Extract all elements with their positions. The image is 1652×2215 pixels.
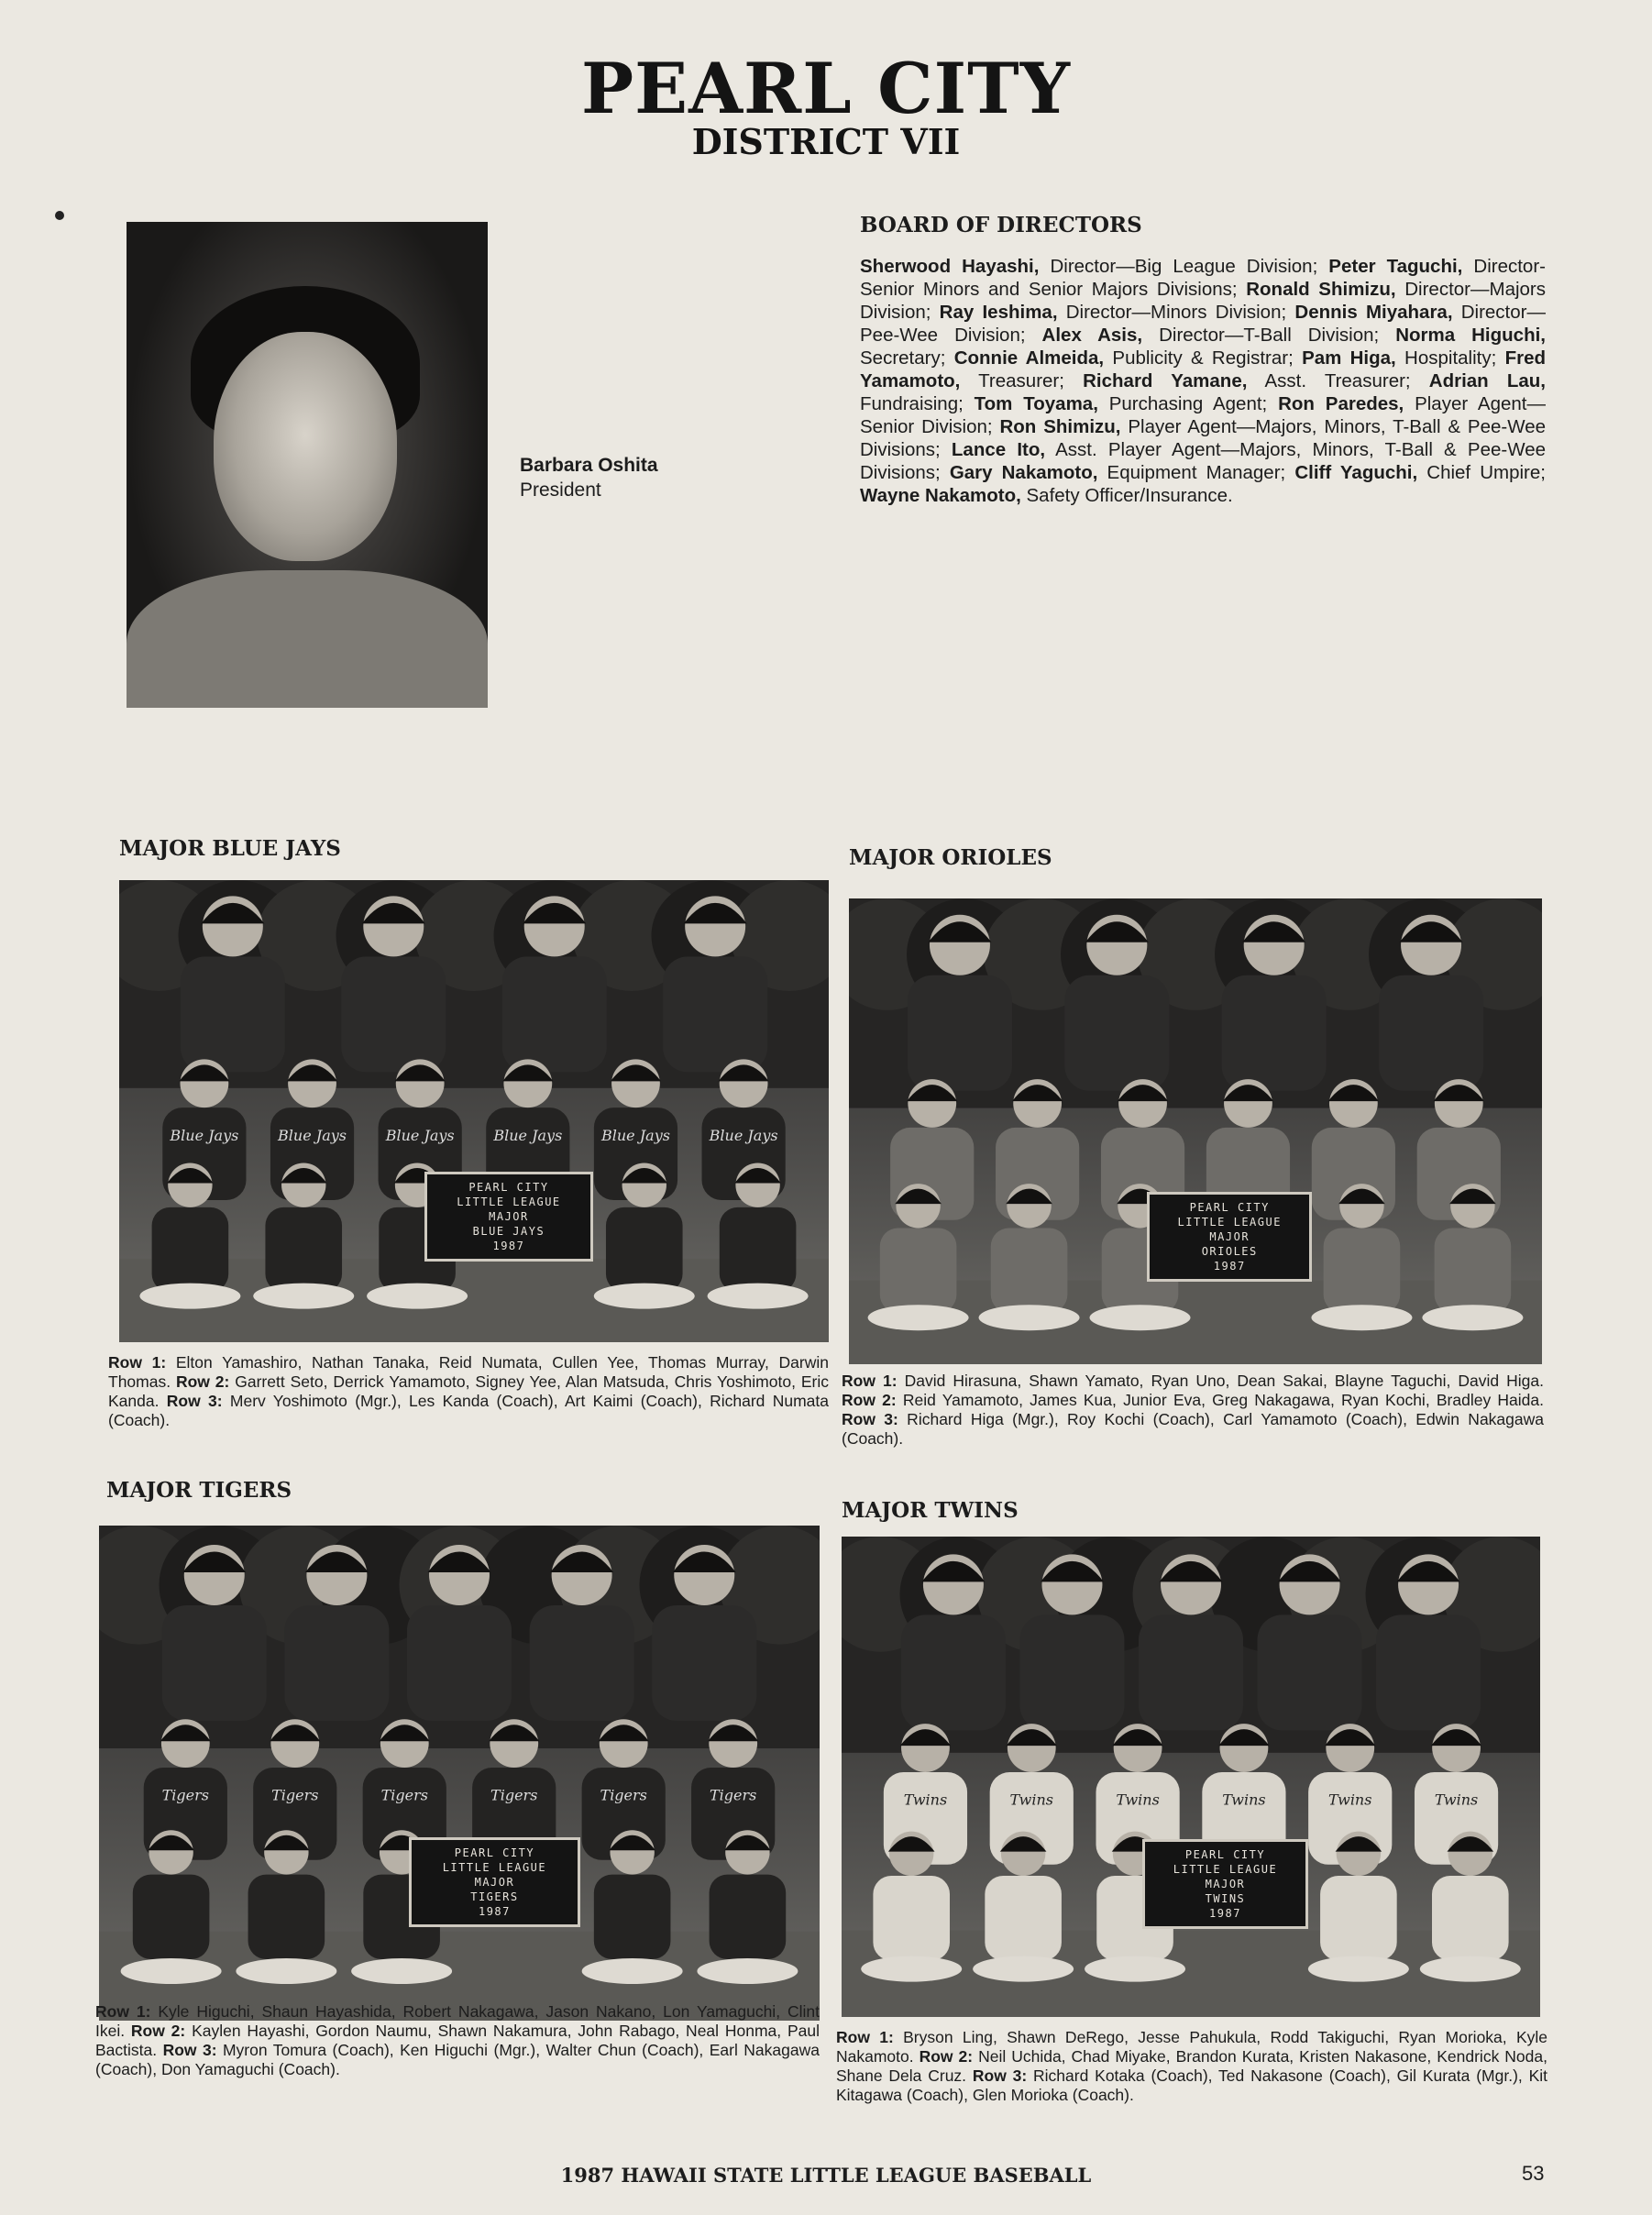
crossed-legs xyxy=(351,1958,452,1984)
crossed-legs xyxy=(697,1958,798,1984)
bold-name: Wayne Nakamoto, xyxy=(860,485,1021,506)
bold-name: Ronald Shimizu, xyxy=(1246,279,1396,300)
bold-name: Row 2: xyxy=(130,2022,186,2040)
coach-torso xyxy=(908,975,1012,1091)
crossed-legs xyxy=(594,1284,695,1309)
team-heading-blue-jays: MAJOR BLUE JAYS xyxy=(119,836,341,861)
bold-name: Gary Nakamoto, xyxy=(949,462,1098,483)
text-run: Elton Yamashiro, Nathan Tanaka, Reid Numata, Cullen Yee, Thomas Murray, Darwin Thomas. xyxy=(108,1353,829,1391)
president-caption xyxy=(520,453,658,502)
player-row1-torso xyxy=(880,1228,957,1312)
player-row1-torso xyxy=(594,1875,671,1959)
coach-torso xyxy=(901,1614,1006,1730)
text-run: Neil Uchida, Chad Miyake, Brandon Kurata, Kristen Nakasone, Kendrick Noda, Shane Dela Cruz. xyxy=(836,2047,1547,2085)
player-row1-torso xyxy=(1324,1228,1401,1312)
text-run: Kyle Higuchi, Shaun Hayashida, Robert Nakagawa, Jason Nakano, Lon Yamaguchi, Clint Ikei. xyxy=(95,2002,820,2040)
jersey-script: Blue Jays xyxy=(493,1126,563,1144)
jersey-script: Twins xyxy=(903,1791,948,1809)
board-heading: BOARD OF DIRECTORS xyxy=(860,213,1142,237)
bold-name: Lance Ito, xyxy=(951,439,1046,460)
jersey-script: Blue Jays xyxy=(170,1126,239,1144)
bold-name: Row 1: xyxy=(836,2028,894,2046)
text-run: Director—Majors Division; xyxy=(860,279,1547,323)
portrait-shoulders xyxy=(127,570,488,708)
player-row1-torso xyxy=(1432,1876,1509,1960)
sign-line: MAJOR xyxy=(1205,1878,1246,1891)
jersey-script: Twins xyxy=(1328,1791,1372,1809)
bold-name: Connie Almeida, xyxy=(953,347,1105,369)
text-run: Richard Higa (Mgr.), Roy Kochi (Coach), Carl Yamamoto (Coach), Edwin Nakagawa (Coach). xyxy=(842,1410,1544,1448)
text-run: Merv Yoshimoto (Mgr.), Les Kanda (Coach), Art Kaimi (Coach), Richard Numata (Coach). xyxy=(108,1392,830,1429)
bold-name: Alex Asis, xyxy=(1041,325,1143,346)
coach-torso xyxy=(341,956,446,1072)
president-name: Barbara Oshita xyxy=(520,455,658,476)
jersey-script: Tigers xyxy=(490,1786,538,1804)
crossed-legs xyxy=(979,1305,1080,1330)
text-run: Secretary; xyxy=(860,347,954,369)
bold-name: Richard Yamane, xyxy=(1083,370,1248,391)
jersey-script: Blue Jays xyxy=(278,1126,347,1144)
coach-torso xyxy=(181,956,285,1072)
bold-name: Row 2: xyxy=(842,1391,897,1409)
player-row1-torso xyxy=(152,1207,229,1292)
team-sign-board xyxy=(1147,1192,1312,1282)
sign-line: PEARL CITY xyxy=(1189,1201,1270,1215)
crossed-legs xyxy=(367,1284,468,1309)
text-run: Director—T-Ball Division; xyxy=(1142,325,1396,346)
player-row1-torso xyxy=(720,1207,797,1292)
board-members-text xyxy=(860,255,1546,507)
coach-torso xyxy=(1064,975,1169,1091)
text-run: Myron Tomura (Coach), Ken Higuchi (Mgr.), Walter Chun (Coach), Earl Nakagawa (Coach), Don Yamaguchi (Coach). xyxy=(95,2041,820,2078)
text-run: Bryson Ling, Shawn DeRego, Jesse Pahukula, Rodd Takiguchi, Ryan Morioka, Kyle Nakamoto. xyxy=(836,2028,1547,2066)
sign-line: PEARL CITY xyxy=(468,1180,549,1194)
sign-line: MAJOR xyxy=(474,1876,515,1890)
crossed-legs xyxy=(708,1284,809,1309)
sign-line: MAJOR xyxy=(1209,1230,1250,1244)
text-run: Player Agent—Senior Division; xyxy=(860,393,1546,437)
jersey-script: Twins xyxy=(1434,1791,1479,1809)
player-row1-torso xyxy=(1320,1876,1397,1960)
crossed-legs xyxy=(1085,1956,1185,1982)
text-run: Director—Big League Division; xyxy=(1039,256,1329,277)
crossed-legs xyxy=(868,1305,969,1330)
photo-scene xyxy=(842,1537,1540,2017)
bold-name: Row 3: xyxy=(166,1392,223,1410)
coach-torso xyxy=(502,956,607,1072)
coach-torso xyxy=(1376,1614,1481,1730)
text-run: Reid Yamamoto, James Kua, Junior Eva, Greg Nakagawa, Ryan Kochi, Bradley Haida. xyxy=(896,1391,1544,1409)
bold-name: Adrian Lau, xyxy=(1428,370,1547,391)
footer-publication: 1987 HAWAII STATE LITTLE LEAGUE BASEBALL xyxy=(560,2164,1092,2187)
text-run: Chief Umpire; xyxy=(1417,462,1546,483)
text-run: Director—Pee-Wee Division; xyxy=(860,302,1546,346)
text-run: Asst. Treasurer; xyxy=(1247,370,1429,391)
crossed-legs xyxy=(1422,1305,1523,1330)
text-run: David Hirasuna, Shawn Yamato, Ryan Uno, Dean Sakai, Blayne Taguchi, David Higa. xyxy=(897,1372,1544,1390)
jersey-script: Twins xyxy=(1009,1791,1053,1809)
coach-torso xyxy=(284,1605,389,1721)
crossed-legs xyxy=(1308,1956,1409,1982)
sign-line: LITTLE LEAGUE xyxy=(442,1861,547,1875)
team-photo-tigers xyxy=(99,1526,820,2021)
team-heading-orioles: MAJOR ORIOLES xyxy=(849,845,1052,870)
sign-line: 1987 xyxy=(1213,1260,1246,1273)
roster-blue-jays xyxy=(108,1353,829,1430)
sign-line: 1987 xyxy=(492,1239,525,1252)
player-row1-torso xyxy=(248,1875,325,1959)
coach-torso xyxy=(663,956,767,1072)
jersey-script: Twins xyxy=(1222,1791,1266,1809)
sign-line: TWINS xyxy=(1205,1892,1246,1906)
coach-torso xyxy=(1258,1614,1362,1730)
bold-name: Dennis Miyahara, xyxy=(1294,302,1453,323)
bold-name: Pam Higa, xyxy=(1302,347,1396,369)
player-row1-torso xyxy=(606,1207,683,1292)
bold-name: Row 1: xyxy=(95,2002,151,2021)
bold-name: Tom Toyama, xyxy=(974,393,1098,414)
text-run: Kaylen Hayashi, Gordon Naumu, Shawn Nakamura, John Rabago, Neal Honma, Paul Bactista. xyxy=(95,2022,820,2059)
jersey-script: Blue Jays xyxy=(601,1126,670,1144)
coach-torso xyxy=(530,1605,634,1721)
coach-torso xyxy=(162,1605,267,1721)
photo-scene xyxy=(99,1526,820,2021)
sign-line: ORIOLES xyxy=(1201,1245,1258,1259)
bold-name: Row 1: xyxy=(108,1353,167,1372)
bold-name: Fred Yamamoto, xyxy=(860,347,1546,391)
page-title: PEARL CITY xyxy=(581,48,1071,129)
player-row1-torso xyxy=(265,1207,342,1292)
page-subtitle: DISTRICT VII xyxy=(691,121,961,162)
sign-line: TIGERS xyxy=(470,1890,519,1904)
jersey-script: Tigers xyxy=(271,1786,319,1804)
team-photo-blue-jays xyxy=(119,880,829,1342)
crossed-legs xyxy=(236,1958,336,1984)
coach-torso xyxy=(1379,975,1483,1091)
bold-name: Sherwood Hayashi, xyxy=(860,256,1040,277)
text-run: Treasurer; xyxy=(960,370,1084,391)
jersey-script: Blue Jays xyxy=(709,1126,778,1144)
text-run: Director—Minors Division; xyxy=(1057,302,1295,323)
crossed-legs xyxy=(139,1284,240,1309)
sign-line: LITTLE LEAGUE xyxy=(1177,1216,1282,1229)
coach-torso xyxy=(652,1605,756,1721)
bold-name: Norma Higuchi, xyxy=(1395,325,1546,346)
sign-line: MAJOR xyxy=(489,1209,529,1223)
bold-name: Peter Taguchi, xyxy=(1328,256,1463,277)
page-number: 53 xyxy=(1522,2162,1545,2185)
text-run: Asst. Player Agent—Majors, Minors, T-Ball & Pee-Wee Divisions; xyxy=(860,439,1546,483)
sign-line: 1987 xyxy=(478,1905,511,1919)
president-portrait-photo xyxy=(127,222,488,708)
team-heading-tigers: MAJOR TIGERS xyxy=(106,1478,292,1503)
team-sign-board xyxy=(409,1837,580,1927)
bold-name: Row 1: xyxy=(842,1372,898,1390)
coach-torso xyxy=(1222,975,1327,1091)
roster-orioles xyxy=(842,1372,1544,1449)
roster-twins xyxy=(836,2028,1547,2105)
crossed-legs xyxy=(861,1956,962,1982)
text-run: Equipment Manager; xyxy=(1097,462,1295,483)
sign-line: PEARL CITY xyxy=(1184,1848,1266,1862)
crossed-legs xyxy=(121,1958,222,1984)
president-role: President xyxy=(520,479,601,501)
player-row1-torso xyxy=(873,1876,950,1960)
sign-line: PEARL CITY xyxy=(454,1846,535,1860)
crossed-legs xyxy=(1420,1956,1521,1982)
bold-name: Row 2: xyxy=(175,1372,230,1391)
player-row1-torso xyxy=(710,1875,787,1959)
text-run: Garrett Seto, Derrick Yamamoto, Signey Yee, Alan Matsuda, Chris Yoshimoto, Eric Kanda. xyxy=(108,1372,829,1410)
coach-torso xyxy=(1139,1614,1243,1730)
team-sign-board xyxy=(1142,1839,1309,1929)
sign-line: LITTLE LEAGUE xyxy=(1173,1863,1278,1877)
player-row1-torso xyxy=(985,1876,1062,1960)
text-run: Safety Officer/Insurance. xyxy=(1020,485,1233,506)
jersey-script: Twins xyxy=(1116,1791,1160,1809)
text-run: Hospitality; xyxy=(1395,347,1505,369)
bold-name: Ron Shimizu, xyxy=(999,416,1121,437)
player-row1-torso xyxy=(1435,1228,1512,1312)
sign-line: 1987 xyxy=(1209,1907,1241,1921)
text-run: Player Agent—Majors, Minors, T-Ball & Pee-Wee Divisions; xyxy=(860,416,1547,460)
sign-line: BLUE JAYS xyxy=(472,1224,545,1238)
player-row1-torso xyxy=(133,1875,210,1959)
team-sign-board xyxy=(424,1172,593,1262)
team-photo-orioles xyxy=(849,898,1542,1364)
text-run: Director-Senior Minors and Senior Majors Divisions; xyxy=(860,256,1546,300)
crossed-legs xyxy=(253,1284,354,1309)
text-run: Purchasing Agent; xyxy=(1097,393,1279,414)
bold-name: Row 3: xyxy=(842,1410,898,1428)
coach-torso xyxy=(407,1605,512,1721)
bold-name: Ron Paredes, xyxy=(1278,393,1404,414)
bold-name: Row 2: xyxy=(919,2047,974,2066)
text-run: Richard Kotaka (Coach), Ted Nakasone (Coach), Gil Kurata (Mgr.), Kit Kitagawa (Coach), Glen Morioka (Coach). xyxy=(836,2066,1548,2104)
sign-line: LITTLE LEAGUE xyxy=(457,1195,561,1208)
jersey-script: Tigers xyxy=(710,1786,757,1804)
crossed-legs xyxy=(1090,1305,1191,1330)
jersey-script: Tigers xyxy=(161,1786,209,1804)
bold-name: Cliff Yaguchi, xyxy=(1294,462,1418,483)
player-row1-torso xyxy=(991,1228,1068,1312)
crossed-legs xyxy=(1311,1305,1412,1330)
crossed-legs xyxy=(973,1956,1074,1982)
bold-name: Row 3: xyxy=(162,2041,217,2059)
punch-mark xyxy=(55,211,64,220)
team-photo-twins xyxy=(842,1537,1540,2017)
portrait-face xyxy=(214,332,397,561)
text-run: Fundraising; xyxy=(860,393,975,414)
jersey-script: Tigers xyxy=(380,1786,428,1804)
jersey-script: Tigers xyxy=(600,1786,647,1804)
roster-tigers xyxy=(95,2002,820,2079)
photo-scene xyxy=(849,898,1542,1364)
text-run: Publicity & Registrar; xyxy=(1104,347,1303,369)
bold-name: Ray Ieshima, xyxy=(939,302,1058,323)
crossed-legs xyxy=(582,1958,683,1984)
team-heading-twins: MAJOR TWINS xyxy=(842,1498,1019,1523)
jersey-script: Blue Jays xyxy=(385,1126,455,1144)
bold-name: Row 3: xyxy=(972,2066,1028,2085)
coach-torso xyxy=(1019,1614,1124,1730)
photo-scene xyxy=(119,880,829,1342)
